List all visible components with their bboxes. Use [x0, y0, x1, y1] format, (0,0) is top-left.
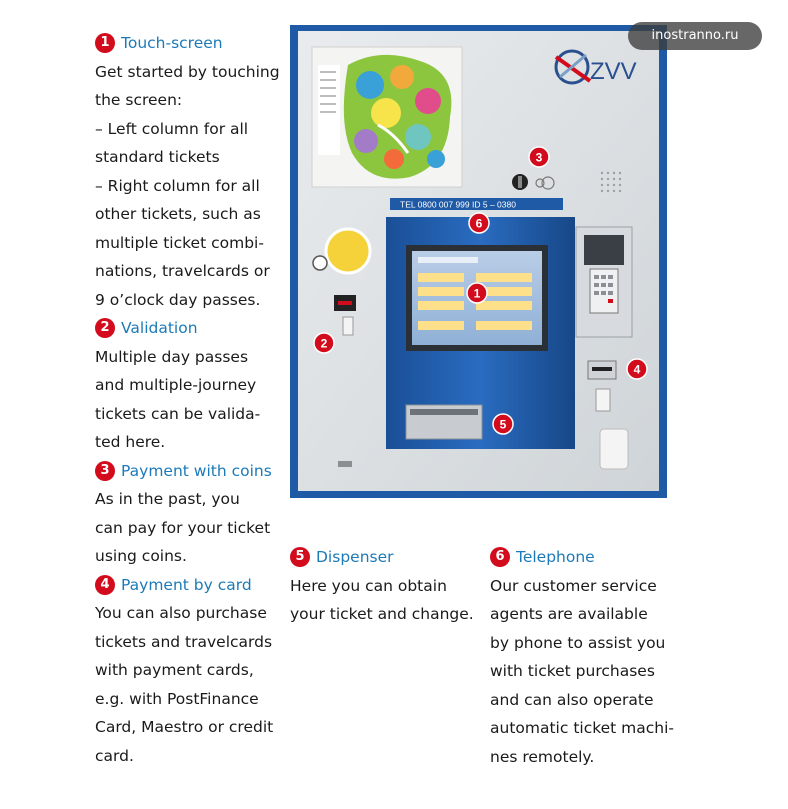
- section-2-title: Validation: [121, 319, 198, 337]
- section-6-line: Our customer service: [490, 576, 657, 595]
- section-1-line: the screen:: [95, 91, 183, 109]
- brand-text: ZVV: [590, 58, 637, 85]
- section-4-heading: [95, 571, 280, 600]
- section-3-line: As in the past, you: [95, 490, 240, 508]
- section-6-line: and can also operate: [490, 690, 654, 709]
- section-3-line: can pay for your ticket: [95, 518, 271, 537]
- svg-text:6: 6: [475, 216, 483, 231]
- section-3-heading: [95, 457, 280, 486]
- number-badge-2: 2: [95, 318, 115, 338]
- phone-strip-text: TEL 0800 007 999 ID 5 – 0380: [400, 199, 516, 210]
- section-3-line: using coins.: [95, 547, 187, 565]
- number-badge-5: 5: [290, 547, 310, 567]
- section-4-line: with payment cards,: [95, 661, 254, 679]
- ticket-machine-photo: [290, 25, 667, 498]
- section-2-heading: [95, 314, 280, 343]
- section-2-line: ted here.: [95, 433, 166, 451]
- section-5-heading: [290, 543, 480, 572]
- section-2-line: and multiple-journey: [95, 376, 257, 394]
- number-badge-6: 6: [490, 547, 510, 567]
- zone-map: [312, 47, 462, 187]
- left-column: [95, 29, 280, 770]
- number-badge-4: 4: [95, 575, 115, 595]
- section-3-title: Payment with coins: [121, 461, 272, 480]
- section-1-line: – Right column for all: [95, 176, 260, 195]
- section-1-line: 9 o’clock day passes.: [95, 290, 261, 309]
- callout-3: [529, 147, 549, 167]
- callout-5: [493, 414, 513, 434]
- section-4-line: Card, Maestro or credit: [95, 718, 274, 736]
- section-5-line: your ticket and change.: [290, 605, 474, 623]
- section-4-line: tickets and travelcards: [95, 632, 273, 651]
- svg-text:2: 2: [320, 336, 328, 351]
- section-6-line: nes remotely.: [490, 747, 595, 766]
- section-6-heading: [490, 543, 680, 572]
- section-1-heading: [95, 29, 280, 58]
- section-1-line: nations, travelcards or: [95, 262, 270, 280]
- section-2-line: tickets can be valida-: [95, 404, 261, 423]
- callout-4: [627, 359, 647, 379]
- section-1-line: standard tickets: [95, 148, 220, 166]
- section-4-line: card.: [95, 746, 134, 765]
- section-1-line: – Left column for all: [95, 119, 249, 138]
- section-6-line: automatic ticket machi-: [490, 719, 675, 737]
- info-sticker: [326, 229, 370, 273]
- section-6-title: Telephone: [516, 548, 595, 566]
- number-badge-1: 1: [95, 33, 115, 53]
- number-badge-3: 3: [95, 461, 115, 481]
- section-6-line: agents are available: [490, 605, 648, 623]
- section-5-line: Here you can obtain: [290, 576, 447, 595]
- svg-text:5: 5: [499, 417, 507, 432]
- section-4-line: e.g. with PostFinance: [95, 689, 259, 708]
- section-6-line: by phone to assist you: [490, 633, 666, 652]
- watermark-badge: inostranno.ru: [628, 22, 762, 50]
- svg-text:4: 4: [633, 362, 641, 377]
- section-2-line: Multiple day passes: [95, 347, 249, 366]
- section-4-line: You can also purchase: [95, 604, 267, 622]
- callout-2: [314, 333, 334, 353]
- callout-6: [469, 213, 489, 233]
- section-1-title: Touch-screen: [121, 34, 223, 52]
- section-1-line: other tickets, such as: [95, 205, 261, 223]
- section-1-line: Get started by touching: [95, 62, 280, 81]
- section-4-title: Payment by card: [121, 575, 252, 594]
- section-1-line: multiple ticket combi-: [95, 233, 264, 252]
- right-column: [490, 543, 680, 771]
- section-5-title: Dispenser: [316, 548, 394, 566]
- section-6-line: with ticket purchases: [490, 662, 655, 680]
- callout-1: [467, 283, 487, 303]
- svg-text:3: 3: [535, 150, 543, 165]
- middle-column: [290, 543, 480, 629]
- svg-text:1: 1: [473, 286, 481, 301]
